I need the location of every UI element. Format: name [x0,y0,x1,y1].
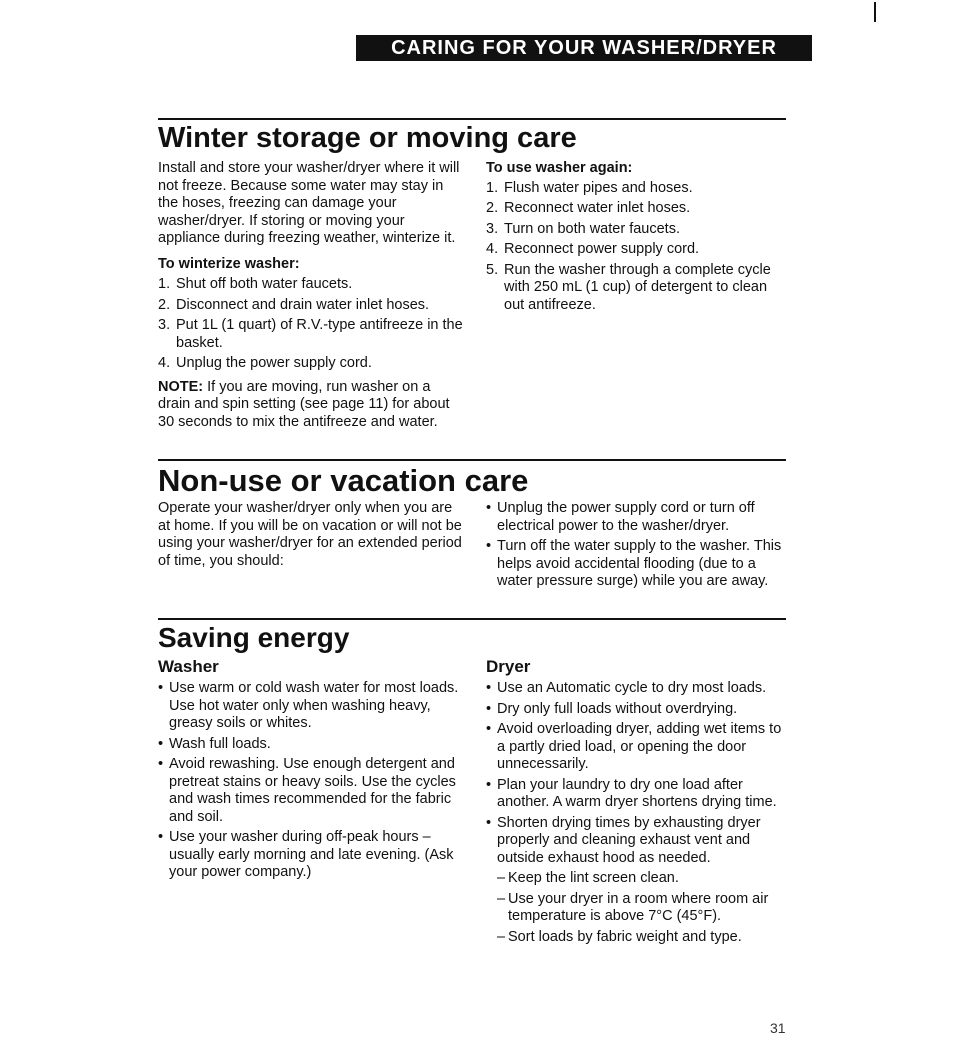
dryer-column [486,680,786,949]
corner-mark [874,2,876,22]
list-item: – Use your dryer in a room where room air temperature is above 7°C (45°F). [497,891,786,926]
list-item: • Dry only full loads without overdrying. [486,701,786,719]
section-rule-winter [158,118,786,120]
list-item: • Avoid overloading dryer, adding wet items to a partly dried load, or opening the door unnecessarily. [486,721,786,774]
winterize-heading: To winterize washer: [158,255,300,272]
dryer-bullets [486,680,786,867]
list-item: 4. Unplug the power supply cord. [158,355,372,371]
list-item: 3. Turn on both water faucets. [486,220,680,237]
list-item: 1. Flush water pipes and hoses. [486,179,693,196]
list-item: • Use an Automatic cycle to dry most loads. [486,680,786,698]
vacation-right-column [486,500,786,594]
list-item: • Use warm or cold wash water for most loads. Use hot water only when washing heavy, greasy soils or whites. [158,680,463,733]
list-item: • Wash full loads. [158,736,463,754]
vacation-left-column [158,500,463,570]
dryer-dash-list [497,870,786,946]
list-item: – Sort loads by fabric weight and type. [497,929,786,947]
note-label: NOTE: [158,378,204,395]
list-item: • Avoid rewashing. Use enough detergent and pretreat stains or heavy soils. Use the cycles and wash times recommended for the fabric and soil. [158,756,463,826]
vacation-bullets [486,500,786,591]
list-item: 2. Disconnect and drain water inlet hoses. [158,296,430,313]
page-number: 31 [770,1020,786,1036]
section-rule-energy [158,618,786,620]
list-item: – Keep the lint screen clean. [497,870,786,888]
winterize-steps [158,276,463,373]
washer-heading: Washer [158,657,219,676]
list-item: • Unplug the power supply cord or turn off electrical power to the washer/dryer. [486,500,786,535]
energy-title: Saving energy [158,622,350,653]
dryer-heading: Dryer [486,657,531,676]
list-item: 3. Put 1L (1 quart) of R.V.-type antifreeze in the basket. [158,317,463,351]
washer-column [158,680,463,885]
washer-bullets [158,680,463,882]
list-item: • Turn off the water supply to the washer. This helps avoid accidental flooding (due to a water pressure surge) while you are away. [486,538,786,591]
winter-note [158,379,463,432]
winter-title: Winter storage or moving care [158,122,577,154]
list-item: • Plan your laundry to dry one load after another. A warm dryer shortens drying time. [486,777,786,812]
use-again-steps [486,180,786,315]
winter-left-column [158,160,463,431]
list-item: 5. Run the washer through a complete cycle with 250 mL (1 cup) of detergent to clean out antifreeze. [486,261,771,313]
list-item: • Use your washer during off-peak hours – usually early morning and late evening. (Ask your power company.) [158,829,463,882]
vacation-title: Non-use or vacation care [158,463,529,498]
winter-right-column [486,160,786,317]
list-item: 4. Reconnect power supply cord. [486,241,700,257]
note-text: If you are moving, run washer on a drain and spin setting (see page 11) for about 30 seconds to mix the antifreeze and water. [158,378,450,430]
list-item: • Shorten drying times by exhausting dryer properly and cleaning exhaust vent and outside exhaust hood as needed. [486,815,786,868]
list-item: 2. Reconnect water inlet hoses. [486,200,691,216]
use-again-heading: To use washer again: [486,160,633,176]
section-banner: CARING FOR YOUR WASHER/DRYER [356,35,812,61]
vacation-intro: Operate your washer/dryer only when you are at home. If you will be on vacation or will not be using your washer/dryer for an extended period of time, you should: [158,500,462,569]
winter-intro: Install and store your washer/dryer where it will not freeze. Because some water may stay in the hoses, freezing can damage your washer/dryer. If storing or moving your appliance during freezing weather, winterize it. [158,160,460,246]
list-item: 1. Shut off both water faucets. [158,276,353,292]
section-rule-vacation [158,459,786,461]
